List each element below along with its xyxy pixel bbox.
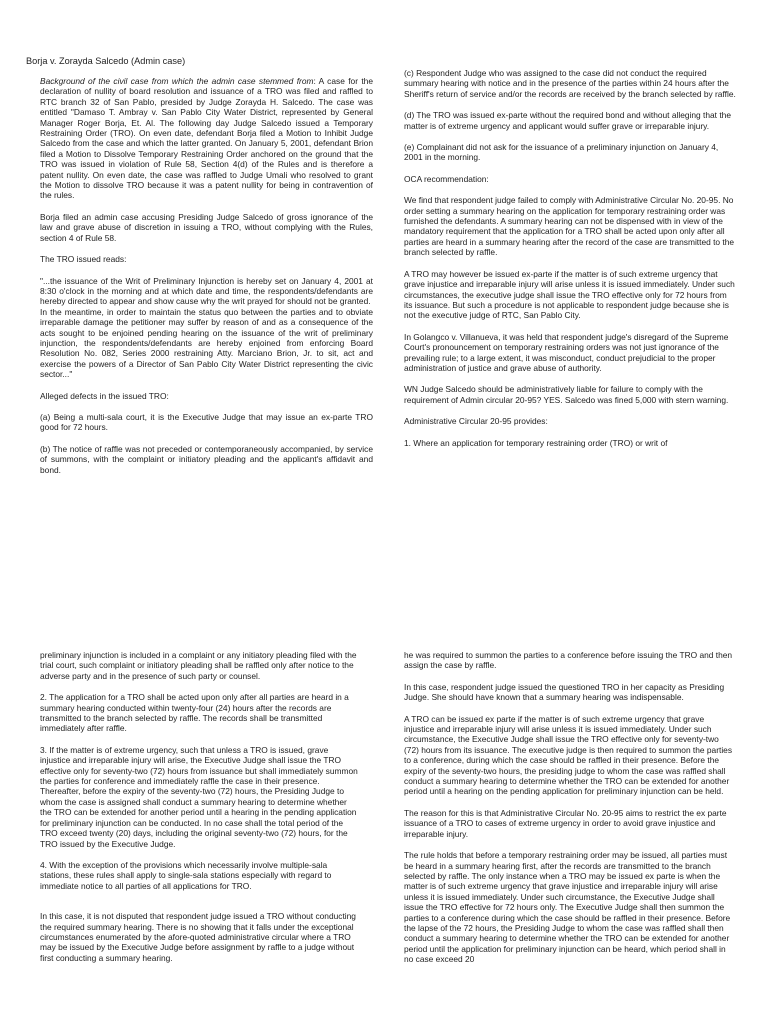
paragraph: The TRO issued reads: bbox=[40, 254, 127, 265]
page2-right-column bbox=[404, 650, 736, 976]
paragraph: he was required to summon the parties to a conference before issuing the TRO and then assign the case by raffle. bbox=[404, 650, 733, 671]
paragraph: The reason for this is that Administrative Circular No. 20-95 aims to restrict the ex parte issuance of a TRO to cases of extreme urgency in order to avoid grave injustice and irreparable injury. bbox=[404, 807, 727, 839]
page1-right-column bbox=[404, 68, 736, 459]
defect-item: (c) Respondent Judge who was assigned to the case did not conduct the required summary hearing with notice and in the presence of the parties within 24 hours after the Sheriff's return of service and/or the records are received by the branch selected by raffle. bbox=[404, 68, 736, 99]
paragraph: preliminary injunction is included in a complaint or any initiatory pleading filed with the trial court, such complaint or initiatory pleading shall be raffled only after notice to the adverse party and in the presence of such party or counsel. bbox=[40, 650, 357, 681]
defect-item: (e) Complainant did not ask for the issuance of a preliminary injunction on January 4, 2001 in the morning. bbox=[404, 142, 719, 163]
paragraph: Alleged defects in the issued TRO: bbox=[40, 390, 169, 401]
paragraph: A TRO can be issued ex parte if the matter is of such extreme urgency that grave injustice and irreparable injury will arise unless it is issued immediately. Under such circumstance, the Executive Judge shall issue the TRO effective only for seventy-two (72) hours from its issuance. The executive judge is then required to summon the parties to a conference, during which the case should be raffled in their presence. Before the expiry of the seventy-two hours, the presiding judge to whom the case was raffled shall conduct a summary hearing to determine whether the TRO can be extended for another period until a hearing on the pending application for preliminary injunction can be held. bbox=[404, 713, 733, 797]
paragraph: In Golangco v. Villanueva, it was held that respondent judge's disregard of the Supreme Court's pronouncement on temporary restraining orders was not just ignorance of the prevailing rule; to a large extent, it was misconduct, conduct prejudicial to the proper administration of justice and grave abuse of authority. bbox=[404, 331, 729, 373]
defect-item: (d) The TRO was issued ex-parte without the required bond and without alleging that the matter is of extreme urgency and applicant would suffer grave or irreparable injury. bbox=[404, 110, 731, 131]
intro-label: Background of the civil case from which the admin case stemmed from bbox=[40, 76, 314, 86]
page2-left-column bbox=[40, 650, 360, 974]
tro-quote: "...the issuance of the Writ of Preliminary Injunction is hereby set on January 4, 2001 at 8:30 o'clock in the morning and at which date and time, the respondents/defendants are hereby directed to appear and show cause why the writ prayed for should not be granted. In the meantime, in order to maintain the status quo between the parties and to obviate irreparable damage the petitioner may suffer by reason of and as a consequence of the acts sought to be enjoined pending hearing on the issuance of the writ of preliminary injunction, the respondents/defendants are hereby enjoined from enforcing Board Resolution No. 082, Series 2000 restraining Atty. Marciano Brion, Jr. to sit, act and exercise the powers of a Director of San Pablo City Water District representing the civic sector..." bbox=[40, 275, 373, 380]
rule-item: 2. The application for a TRO shall be acted upon only after all parties are heard in a summary hearing conducted within twenty-four (24) hours after the records are transmitted to the branch selected by raffle. The records shall be transmitted immediately after raffle. bbox=[40, 692, 349, 734]
paragraph: A TRO may however be issued ex-parte if the matter is of such extreme urgency that grave injustice and irreparable injury will arise unless it is issued immediately. Under such circumstances, the executive judge shall issue the TRO effective only for 72 hours from its issuance. But such a procedure is not applicable to respondent judge because she is not the executive judge of RTC, San Pablo City. bbox=[404, 268, 735, 321]
paragraph: 1. Where an application for temporary restraining order (TRO) or writ of bbox=[404, 437, 668, 448]
defect-item: (a) Being a multi-sala court, it is the Executive Judge that may issue an ex-parte TRO good for 72 hours. bbox=[40, 411, 373, 433]
section-heading: Administrative Circular 20-95 provides: bbox=[404, 416, 548, 427]
defect-item: (b) The notice of raffle was not preceded or contemporaneously accompanied, by service of summons, with the complaint or initiatory pleading and the applicant's affidavit and bond. bbox=[40, 443, 373, 475]
paragraph: WN Judge Salcedo should be administratively liable for failure to comply with the requirement of Admin circular 20-95? YES. Salcedo was fined 5,000 with stern warning. bbox=[404, 384, 729, 405]
rule-item: 4. With the exception of the provisions which necessarily involve multiple-sala stations, these rules shall apply to single-sala stations especially with regard to immediate notice to all parties of all applications for TRO. bbox=[40, 859, 332, 891]
rule-item: 3. If the matter is of extreme urgency, such that unless a TRO is issued, grave injustice and irreparable injury will arise, the Executive Judge shall issue the TRO effective only for seventy-two (72) hours from issuance but shall immediately summon the parties for conference and immediately raffle the case in their presence. Thereafter, before the expiry of the seventy-two (72) hours, the Presiding Judge to whom the case is assigned shall conduct a summary hearing to determine whether the TRO can be extended for another period until a hearing in the pending application for preliminary injunction can be conducted. In no case shall the total period of the TRO exceed twenty (20) days, including the original seventy-two (72) hours, for the TRO issued by the Executive Judge. bbox=[40, 744, 358, 849]
paragraph: We find that respondent judge failed to comply with Administrative Circular No. 20-95. No order setting a summary hearing on the application for temporary restraining order was furnished the defendants. A summary hearing can not be dispensed with in view of the mandatory requirement that the application for a TRO shall be acted upon only after all parties are heard in a summary hearing after the record of the case are transmitted to the branch selected by raffle. bbox=[404, 195, 735, 258]
paragraph: In this case, it is not disputed that respondent judge issued a TRO without conducting the required summary hearing. There is no showing that it falls under the exceptional circumstances enumerated by the afore-quoted administrative circular where a TRO may be issued by the Executive Judge before assignment by raffle to a judge without first conducting a summary hearing. bbox=[40, 911, 356, 963]
page1-left-column bbox=[40, 76, 373, 486]
section-heading: OCA recommendation: bbox=[404, 173, 489, 184]
document-title: Borja v. Zorayda Salcedo (Admin case) bbox=[26, 56, 186, 66]
paragraph: The rule holds that before a temporary restraining order may be issued, all parties must be heard in a summary hearing first, after the records are transmitted to the branch selected by raffle. The only instance when a TRO may be issued ex parte is when the matter is of such extreme urgency that grave injustice and irreparable injury will arise unless it is issued immediately. Under such circumstance, the Executive Judge shall issue the TRO effective for 72 hours only. The Executive Judge shall then summon the parties to a conference during which the case should be raffled in their presence. Before the lapse of the 72 hours, the Presiding Judge to whom the case was raffled shall then conduct a summary hearing to determine whether the TRO can be extended for another period until the application for preliminary injunction can be heard, which period shall in no case exceed 20 bbox=[404, 850, 731, 965]
intro-text: : A case for the declaration of nullity of board resolution and issuance of a TRO was filed and raffled to RTC branch 32 of San Pablo, presided by Judge Zorayda H. Salcedo. The case was entitled "Damaso T. Ambray v. San Pablo City Water District, represented by General Manager Roger Borja, Et. Al. The following day Judge Salcedo issued a Temporary Restraining Order (TRO). On even date, defendant Borja filed a Motion to Inhibit Judge Salcedo from the case and which the latter granted. On January 5, 2001, defendant Brion filed a Motion to Dissolve Temporary Restraining Order anchored on the ground that the TRO was issued in violation of Rule 58, Section 4(d) of the Rules and is therefore a patent nullity. On even date, the case was raffled to Judge Umali who resolved to grant the Motion to dissolve TRO because it was a patent nullity for being in contravention of the rules. bbox=[40, 76, 373, 201]
paragraph: Borja filed an admin case accusing Presiding Judge Salcedo of gross ignorance of the law and grave abuse of discretion in issuing a TRO, without complying with the Rules, section 4 of Rule 58. bbox=[40, 211, 373, 243]
intro-paragraph bbox=[40, 76, 373, 201]
paragraph: In this case, respondent judge issued the questioned TRO in her capacity as Presiding Judge. She should have known that a summary hearing was indispensable. bbox=[404, 681, 725, 703]
